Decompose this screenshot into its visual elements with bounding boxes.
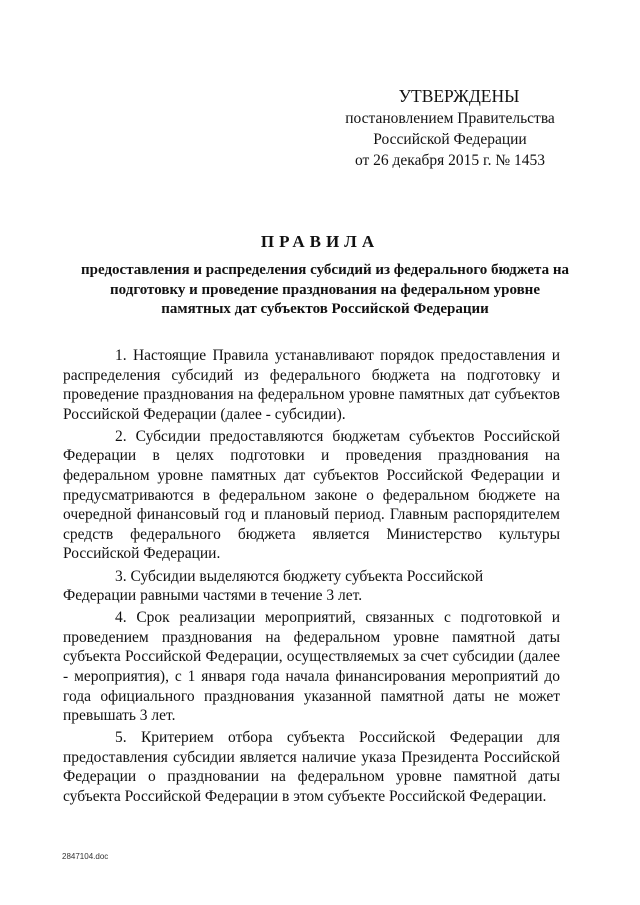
approval-block	[330, 85, 570, 171]
approval-line: Российской Федерации	[373, 131, 527, 148]
paragraph-2: 2. Субсидии предоставляются бюджетам субъектов Российской Федерации в целях подготовки и проведения празднования на федеральном уровне памятных дат субъектов Российской Федерации и предусматриваются в федеральном законе о федеральном бюджете на очередной финансовый год и плановый период. Главным распорядителем средств федерального бюджета является Министерство культуры Российской Федерации.	[63, 427, 560, 563]
approval-date-line: от 26 декабря 2015 г. № 1453	[354, 152, 546, 169]
paragraph-5: 5. Критерием отбора субъекта Российской Федерации для предоставления субсидии является наличие указа Президента Российской Федерации о праздновании на федеральном уровне памятной даты субъекта Российской Федерации в этом субъекте Российской Федерации.	[63, 729, 560, 806]
approval-heading: УТВЕРЖДЕНЫ	[398, 86, 520, 106]
paragraph-1: 1. Настоящие Правила устанавливают порядок предоставления и распределения субсидий из федерального бюджета на подготовку и проведение празднования на федеральном уровне памятных дат субъектов Российской Федерации (далее - субсидии).	[63, 347, 560, 423]
file-name-footer: 2847104.doc	[62, 852, 109, 861]
approval-line: постановлением Правительства	[345, 110, 555, 127]
document-subtitle: предоставления и распределения субсидий из федерального бюджета на подготовку и проведение празднования на федеральном уровне памятных дат субъектов Российской Федерации	[81, 262, 569, 317]
paragraph-3: 3. Субсидии выделяются бюджету субъекта Российской Федерации равными частями в течение 3 лет.	[63, 567, 484, 605]
document-body	[63, 346, 560, 809]
paragraph-4: 4. Срок реализации мероприятий, связанных с подготовкой и проведением празднования на федеральном уровне памятной даты субъекта Российской Федерации, осуществляемых за счет субсидии (далее - мероприятия), с 1 января года начала финансирования мероприятий до года официального празднования указанной памятной даты не может превышать 3 лет.	[63, 609, 560, 725]
document-title: ПРАВИЛА	[260, 232, 380, 251]
